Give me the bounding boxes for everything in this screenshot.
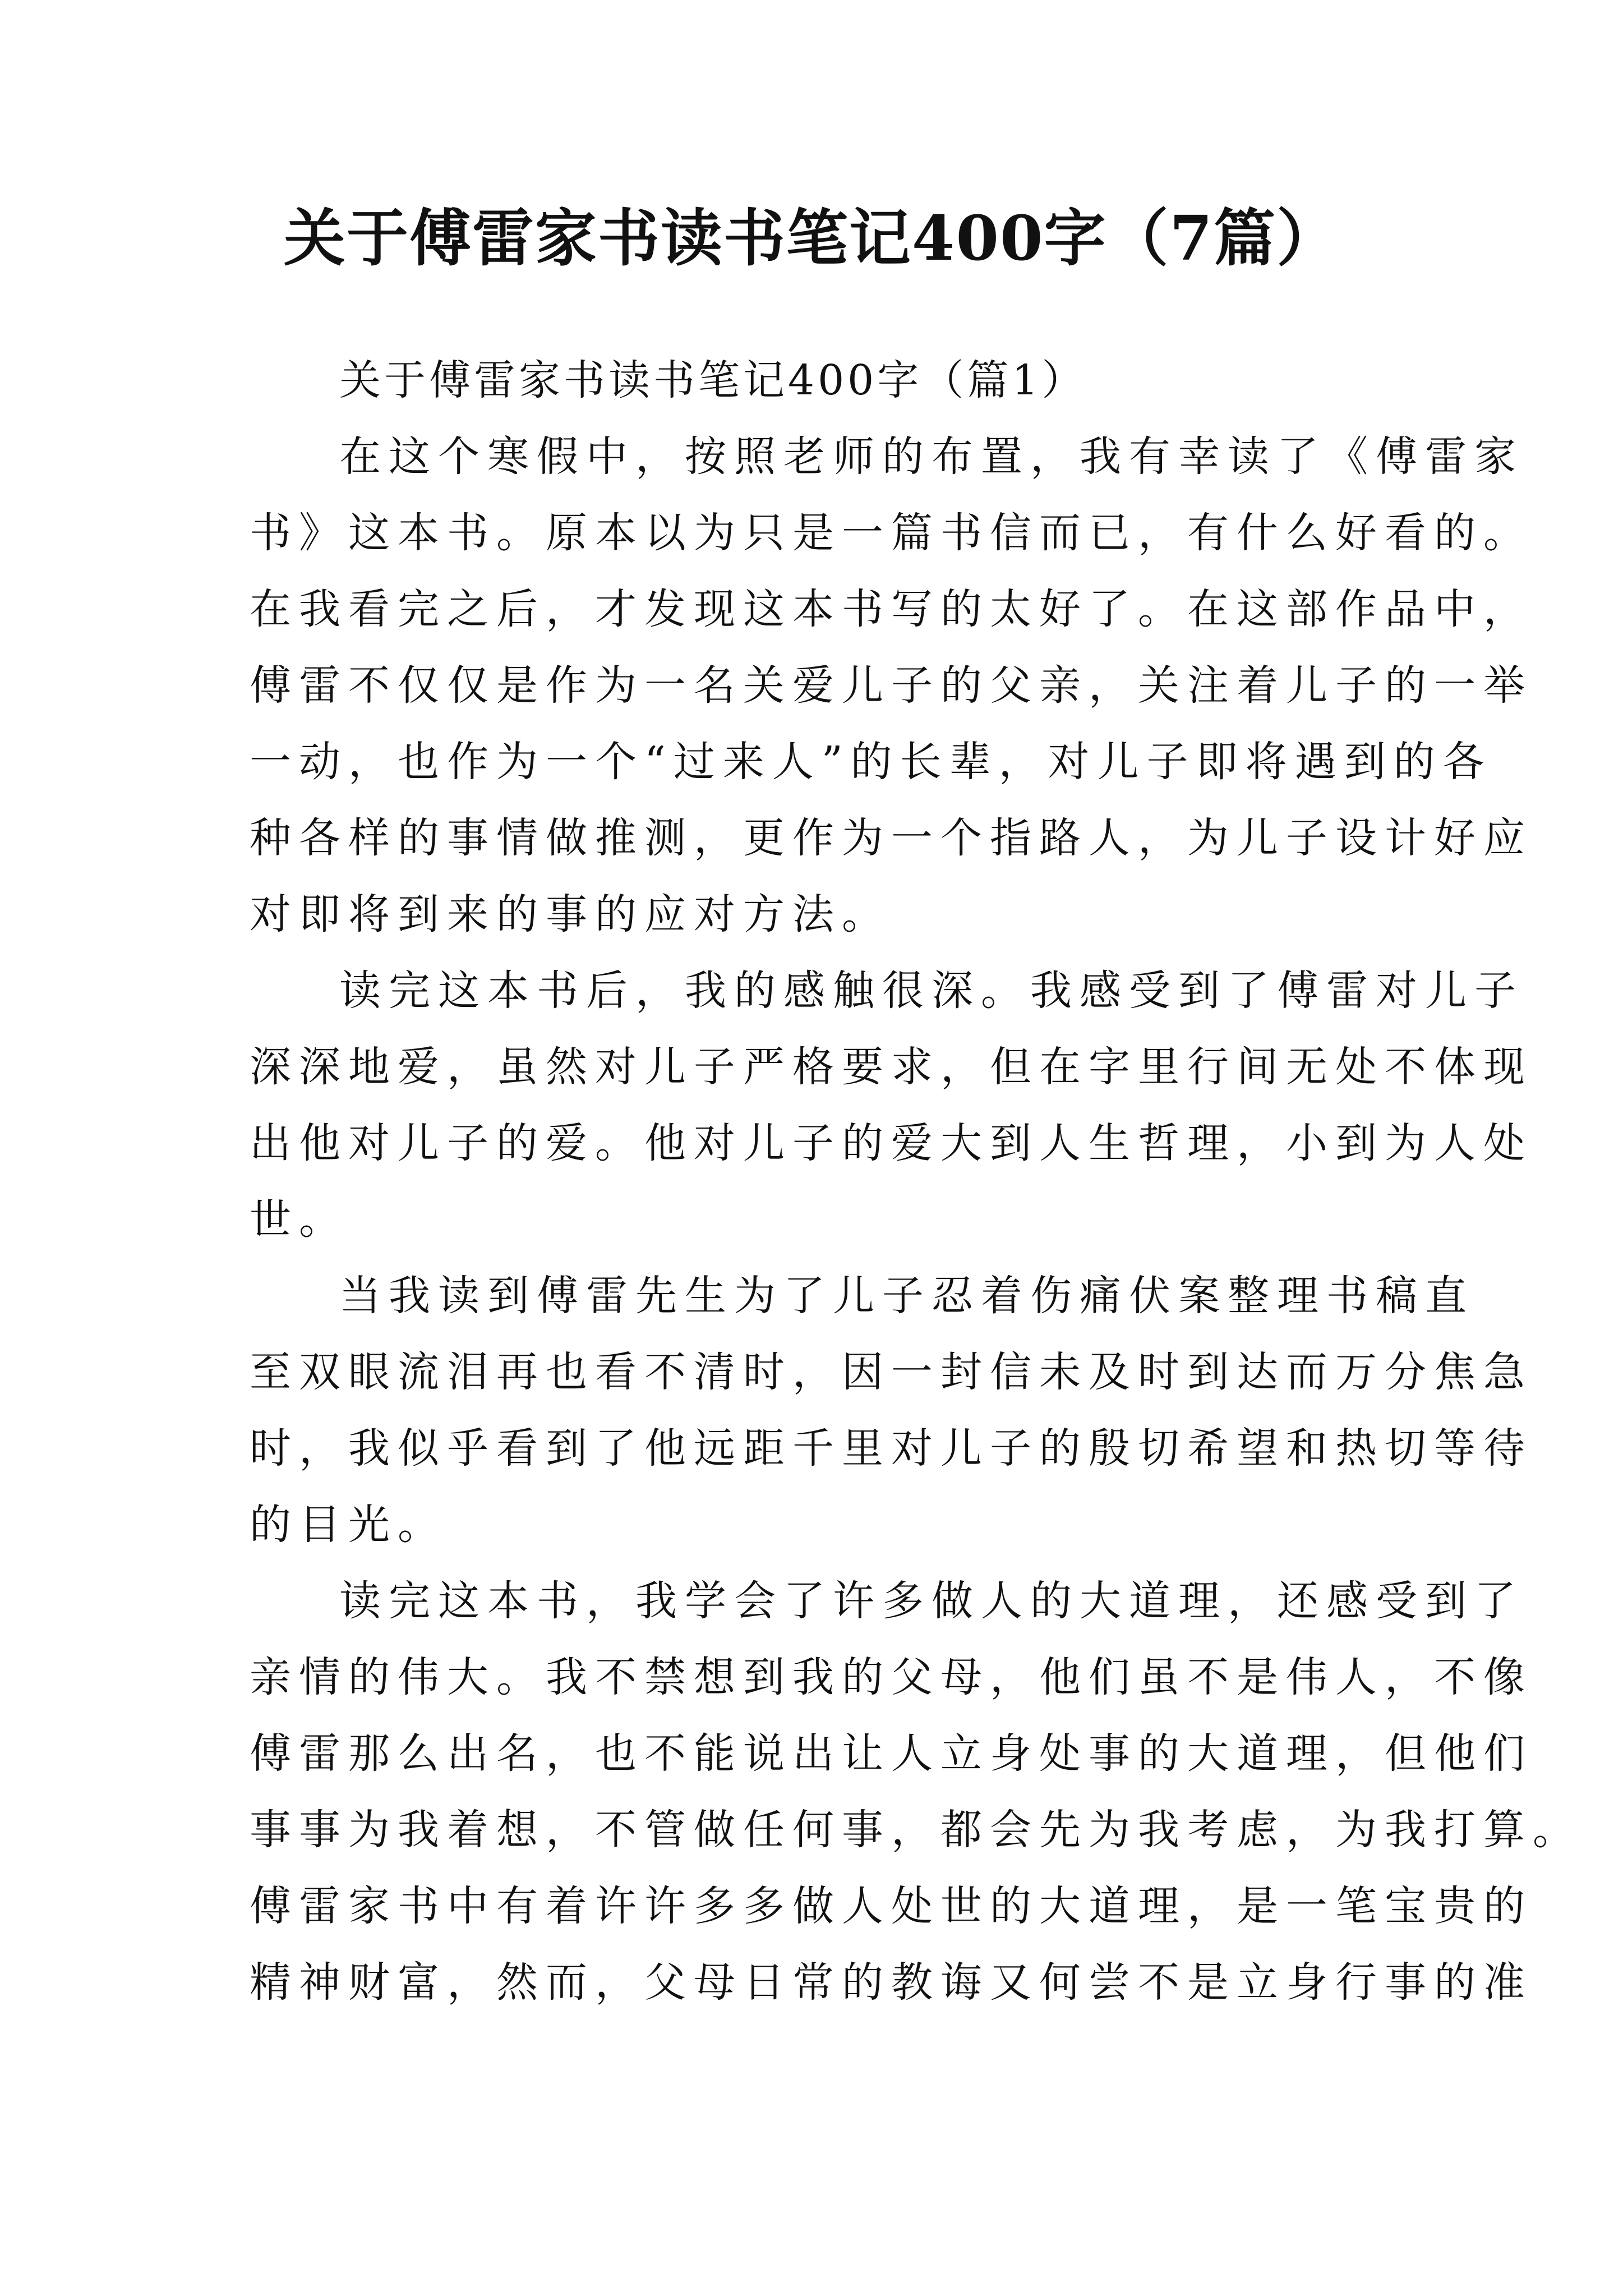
paragraph-line: 至双眼流泪再也看不清时，因一封信未及时到达而万分焦急 bbox=[250, 1348, 1533, 1396]
paragraph-line: 在我看完之后，才发现这本书写的太好了。在这部作品中， bbox=[250, 585, 1533, 633]
paragraph-line: 精神财富，然而，父母日常的教诲又何尝不是立身行事的准 bbox=[250, 1958, 1533, 2007]
paragraph-line: 读完这本书后，我的感触很深。我感受到了傅雷对儿子 bbox=[339, 967, 1524, 1015]
paragraph-line: 世。 bbox=[250, 1195, 348, 1244]
paragraph-line: 事事为我着想，不管做任何事，都会先为我考虑，为我打算。 bbox=[250, 1806, 1582, 1854]
document-body bbox=[250, 342, 1582, 2021]
paragraph-line: 深深地爱，虽然对儿子严格要求，但在字里行间无处不体现 bbox=[250, 1043, 1533, 1091]
paragraph-line: 一动，也作为一个“过来人”的长辈，对儿子即将遇到的各 bbox=[250, 738, 1492, 786]
paragraph-line: 书》这本书。原本以为只是一篇书信而已，有什么好看的。 bbox=[250, 509, 1533, 557]
paragraph-line: 傅雷那么出名，也不能说出让人立身处事的大道理，但他们 bbox=[250, 1729, 1533, 1778]
paragraph-line: 傅雷家书中有着许许多多做人处世的大道理，是一笔宝贵的 bbox=[250, 1882, 1533, 1930]
paragraph-line: 亲情的伟大。我不禁想到我的父母，他们虽不是伟人，不像 bbox=[250, 1653, 1533, 1701]
paragraph-line: 傅雷不仅仅是作为一名关爱儿子的父亲，关注着儿子的一举 bbox=[250, 661, 1533, 710]
section-heading: 关于傅雷家书读书笔记400字（篇1） bbox=[339, 356, 1087, 404]
paragraph-line: 读完这本书，我学会了许多做人的大道理，还感受到了 bbox=[339, 1577, 1524, 1625]
paragraph-line: 当我读到傅雷先生为了儿子忍着伤痛伏案整理书稿直 bbox=[339, 1272, 1474, 1320]
paragraph-line: 出他对儿子的爱。他对儿子的爱大到人生哲理，小到为人处 bbox=[250, 1119, 1533, 1167]
paragraph-line: 在这个寒假中，按照老师的布置，我有幸读了《傅雷家 bbox=[339, 432, 1524, 481]
paragraph-line: 时，我似乎看到了他远距千里对儿子的殷切希望和热切等待 bbox=[250, 1424, 1533, 1473]
paragraph-line: 的目光。 bbox=[250, 1501, 447, 1549]
paragraph-line: 种各样的事情做推测，更作为一个指路人，为儿子设计好应 bbox=[250, 814, 1533, 862]
document-title: 关于傅雷家书读书笔记400字（7篇） bbox=[283, 202, 1340, 274]
paragraph-line: 对即将到来的事的应对方法。 bbox=[250, 890, 891, 938]
